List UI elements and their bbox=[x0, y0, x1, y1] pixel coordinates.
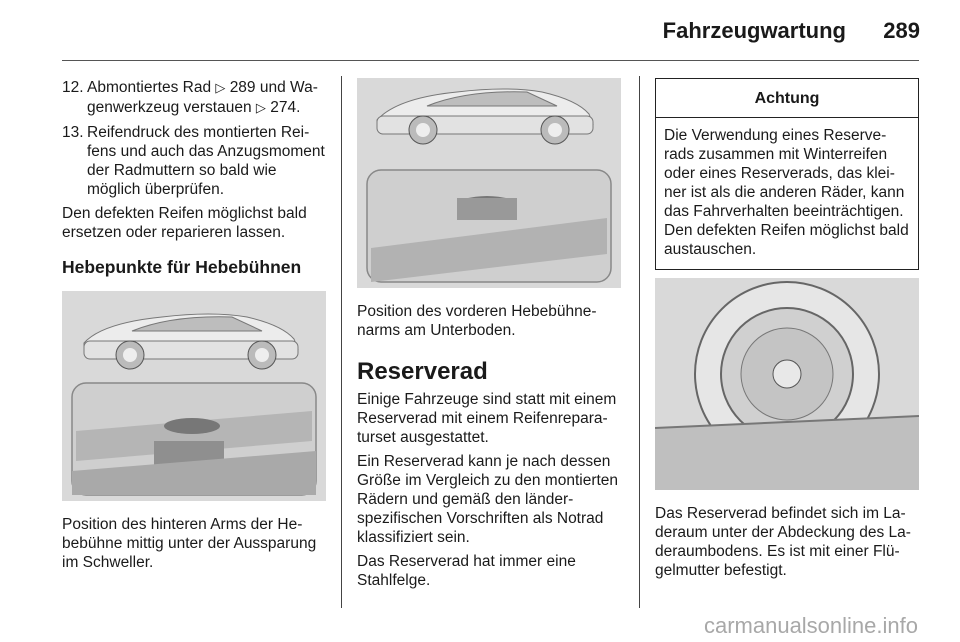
list-text: . bbox=[296, 99, 301, 116]
list-text: Reifendruck des montierten Reifens und auch das Anzugsmoment der Radmuttern so bald wie möglich überprüfen. bbox=[87, 124, 325, 198]
list-item bbox=[62, 78, 330, 118]
caution-text: Die Verwendung eines Reserverads zusammen mit Winterreifen oder eines Reserverads, das kleiner ist als die anderen Räder, kann das Fahrverhalten beeinträchtigen. Den defekten Reifen möglichst bald austauschen. bbox=[664, 127, 909, 258]
header-rule bbox=[62, 60, 919, 61]
list-text: und Wagenwerkzeug verstauen bbox=[87, 79, 318, 116]
paragraph: Das Reserverad hat immer eine Stahlfelge. bbox=[357, 553, 576, 589]
column-divider-2 bbox=[639, 76, 640, 608]
section-heading: Hebepunkte für Hebebühnen bbox=[62, 257, 302, 277]
column-1 bbox=[62, 78, 330, 577]
page-reference-triangle-icon[interactable]: ▷ bbox=[255, 101, 266, 116]
paragraph: Den defekten Reifen möglichst bald ersetzen oder reparieren lassen. bbox=[62, 205, 307, 241]
column-2 bbox=[357, 78, 627, 595]
list-number: 12. bbox=[62, 79, 84, 96]
figure-front-lift-point bbox=[357, 78, 621, 288]
section-heading: Reserverad bbox=[357, 358, 488, 385]
figure-caption: Position des vorderen Hebebühnenarms am Unterboden. bbox=[357, 303, 597, 339]
page-reference-triangle-icon[interactable]: ▷ bbox=[215, 81, 226, 96]
list-text: Abmontiertes Rad bbox=[87, 79, 216, 96]
figure-spare-wheel bbox=[655, 278, 919, 490]
paragraph: Einige Fahrzeuge sind statt mit einem Reserverad mit einem Reifenreparaturset ausgestattet. bbox=[357, 391, 617, 446]
figure-rear-lift-point bbox=[62, 291, 326, 501]
list-item bbox=[62, 123, 330, 199]
header-title: Fahrzeugwartung bbox=[662, 18, 846, 43]
watermark: carmanualsonline.info bbox=[703, 613, 918, 638]
figure-caption: Das Reserverad befindet sich im Laderaum unter der Abdeckung des Laderaumbodens. Es ist mit einer Flügelmutter befestigt. bbox=[655, 505, 911, 579]
figure-caption: Position des hinteren Arms der Hebebühne mittig unter der Aussparung im Schweller. bbox=[62, 516, 317, 571]
caution-box bbox=[655, 78, 919, 270]
page-link[interactable]: 274 bbox=[270, 99, 297, 116]
page-header bbox=[0, 0, 960, 62]
list-number: 13. bbox=[62, 124, 84, 141]
paragraph: Ein Reserverad kann je nach dessen Größe im Vergleich zu den montierten Rädern und gemäß den länderspezifischen Vorschriften als Notrad klassifiziert sein. bbox=[357, 453, 619, 546]
page-link[interactable]: 289 bbox=[229, 79, 256, 96]
caution-title: Achtung bbox=[656, 79, 918, 118]
column-3 bbox=[655, 78, 925, 585]
page-number: 289 bbox=[883, 18, 920, 43]
column-divider-1 bbox=[341, 76, 342, 608]
